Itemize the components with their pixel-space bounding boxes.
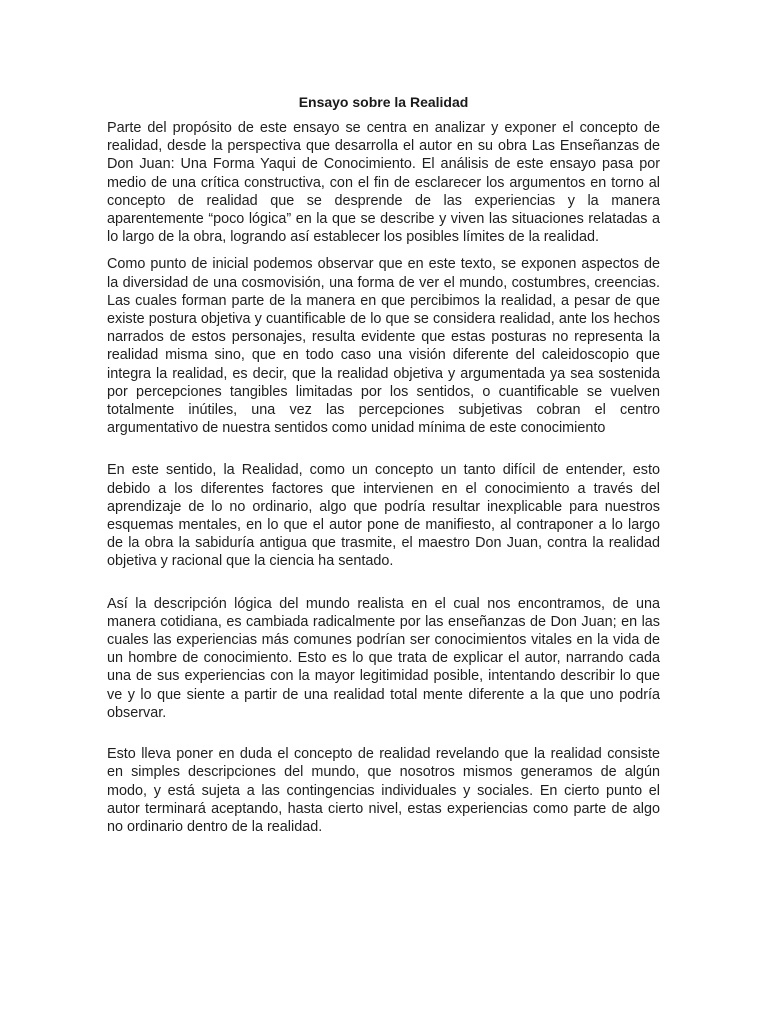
document-title: Ensayo sobre la Realidad <box>298 94 469 110</box>
paragraph-4: Así la descripción lógica del mundo realista en el cual nos encontramos, de una manera cotidiana, es cambiada radicalmente por las enseñanzas de Don Juan; en las cuales las experiencias más comunes podrían ser conocimientos vitales en la vida de un hombre de conocimiento. Esto es lo que trata de explicar el autor, narrando cada una de sus experiencias con la mayor legitimidad posible, intentando describir lo que ve y lo que siente a partir de una realidad total mente diferente a la que uno podría observar. <box>107 595 660 721</box>
document-page <box>107 93 660 836</box>
paragraph-1: Parte del propósito de este ensayo se centra en analizar y exponer el concepto de realidad, desde la perspectiva que desarrolla el autor en su obra Las Enseñanzas de Don Juan: Una Forma Yaqui de Conocimiento. El análisis de este ensayo pasa por medio de una crítica constructiva, con el fin de esclarecer los argumentos en torno al concepto de realidad que se desprende de las experiencias y la manera aparentemente “poco lógica” en la que se describe y viven las situaciones relatadas a lo largo de la obra, logrando así establecer los posibles límites de la realidad. <box>107 120 660 246</box>
paragraph-3: En este sentido, la Realidad, como un concepto un tanto difícil de entender, esto debido a los diferentes factores que intervienen en el conocimiento a través del aprendizaje de lo no ordinario, algo que podría resultar inexplicable para nuestros esquemas mentales, en lo que el autor pone de manifiesto, al contraponer a lo largo de la obra la sabiduría antigua que trasmite, el maestro Don Juan, contra la realidad objetiva y racional que la ciencia ha sentado. <box>107 462 660 570</box>
paragraph-5: Esto lleva poner en duda el concepto de realidad revelando que la realidad consiste en simples descripciones del mundo, que nosotros mismos generamos de algún modo, y está sujeta a las contingencias individuales y sociales. En cierto punto el autor terminará aceptando, hasta cierto nivel, estas experiencias como parte de algo no ordinario dentro de la realidad. <box>107 746 660 835</box>
paragraph-2: Como punto de inicial podemos observar que en este texto, se exponen aspectos de la diversidad de una cosmovisión, una forma de ver el mundo, costumbres, creencias. Las cuales forman parte de la manera en que percibimos la realidad, a pesar de que existe postura objetiva y cuantificable de lo que se considera realidad, ante los hechos narrados de estos personajes, resulta evidente que estas posturas no representa la realidad misma sino, que en todo caso una visión diferente del caleidoscopio que integra la realidad, es decir, que la realidad objetiva y argumentada ya sea sostenida por percepciones tangibles limitadas por los sentidos, o cuantificable se vuelven totalmente inútiles, una vez las percepciones subjetivas cobran el centro argumentativo de nuestra sentidos como unidad mínima de este conocimiento <box>107 256 660 437</box>
